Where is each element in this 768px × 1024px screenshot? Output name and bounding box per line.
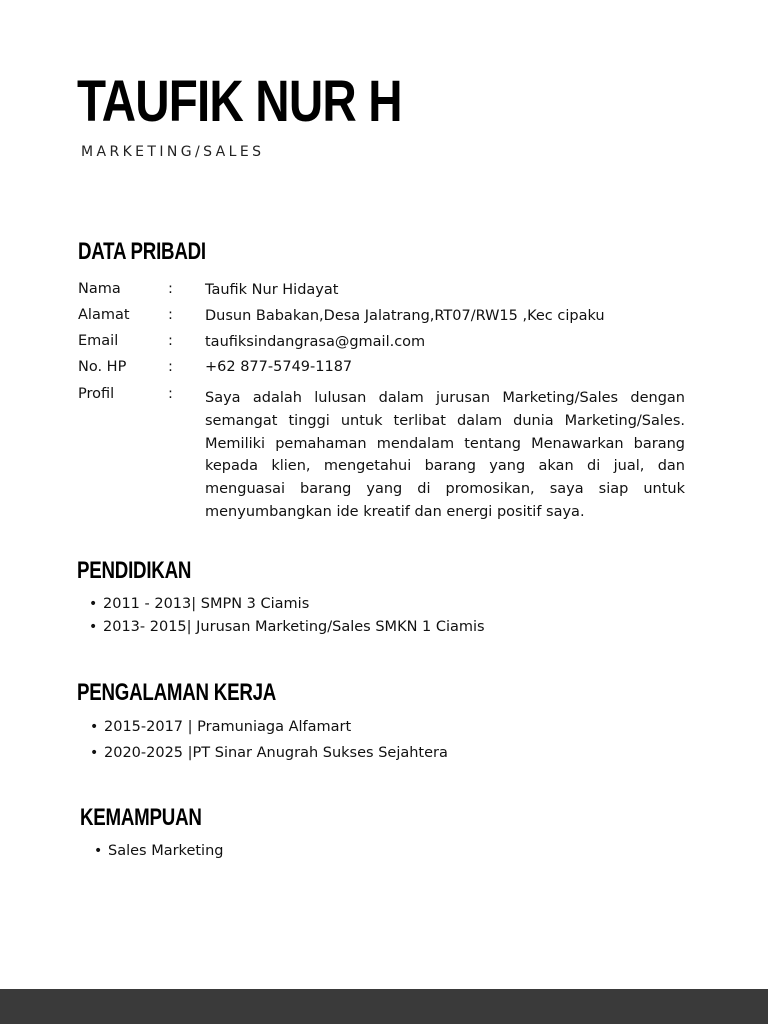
colon-separator: : xyxy=(168,333,173,349)
bullet-icon: • xyxy=(89,596,98,612)
label-profil: Profil xyxy=(78,386,115,402)
label-no-hp: No. HP xyxy=(78,359,127,375)
list-item: • 2015-2017 | Pramuniaga Alfamart xyxy=(90,719,352,735)
bullet-icon: • xyxy=(90,745,99,761)
value-no-hp: +62 877-5749-1187 xyxy=(205,359,353,375)
list-item: • 2013- 2015| Jurusan Marketing/Sales SMKN 1 Ciamis xyxy=(89,619,485,635)
colon-separator: : xyxy=(168,386,173,402)
bullet-icon: • xyxy=(94,843,103,859)
list-item: • 2011 - 2013| SMPN 3 Ciamis xyxy=(89,596,310,612)
colon-separator: : xyxy=(168,307,173,323)
section-title-pendidikan: PENDIDIKAN xyxy=(77,557,192,584)
colon-separator: : xyxy=(168,281,173,297)
colon-separator: : xyxy=(168,359,173,375)
section-title-kemampuan: KEMAMPUAN xyxy=(80,804,202,831)
label-nama: Nama xyxy=(78,281,121,297)
value-email: taufiksindangrasa@gmail.com xyxy=(205,334,426,350)
list-item: • 2020-2025 |PT Sinar Anugrah Sukses Sejahtera xyxy=(90,745,448,761)
experience-list xyxy=(90,718,448,762)
candidate-name: TAUFIK NUR H xyxy=(77,69,402,134)
education-list xyxy=(89,595,485,636)
footer-bar xyxy=(0,989,768,1024)
candidate-role: MARKETING/SALES xyxy=(81,144,265,160)
label-alamat: Alamat xyxy=(78,307,130,323)
section-title-data-pribadi: DATA PRIBADI xyxy=(78,238,206,265)
value-nama: Taufik Nur Hidayat xyxy=(205,282,339,298)
value-profil: Saya adalah lulusan dalam jurusan Marketing/Sales dengan semangat tinggi untuk terlibat dalam dunia Marketing/Sales. Memiliki pemahaman mendalam tentang Menawarkan barang kepada klien, mengetahui barang yang akan di jual, dan menguasai barang yang di promosikan, saya siap untuk menyumbangkan ide kreatif dan energi positif saya. xyxy=(205,390,685,520)
value-alamat: Dusun Babakan,Desa Jalatrang,RT07/RW15 ,Kec cipaku xyxy=(205,308,605,324)
list-item: • Sales Marketing xyxy=(94,843,224,859)
bullet-icon: • xyxy=(89,619,98,635)
bullet-icon: • xyxy=(90,719,99,735)
section-title-pengalaman-kerja: PENGALAMAN KERJA xyxy=(77,679,277,706)
label-email: Email xyxy=(78,333,119,349)
skills-list xyxy=(94,842,224,860)
